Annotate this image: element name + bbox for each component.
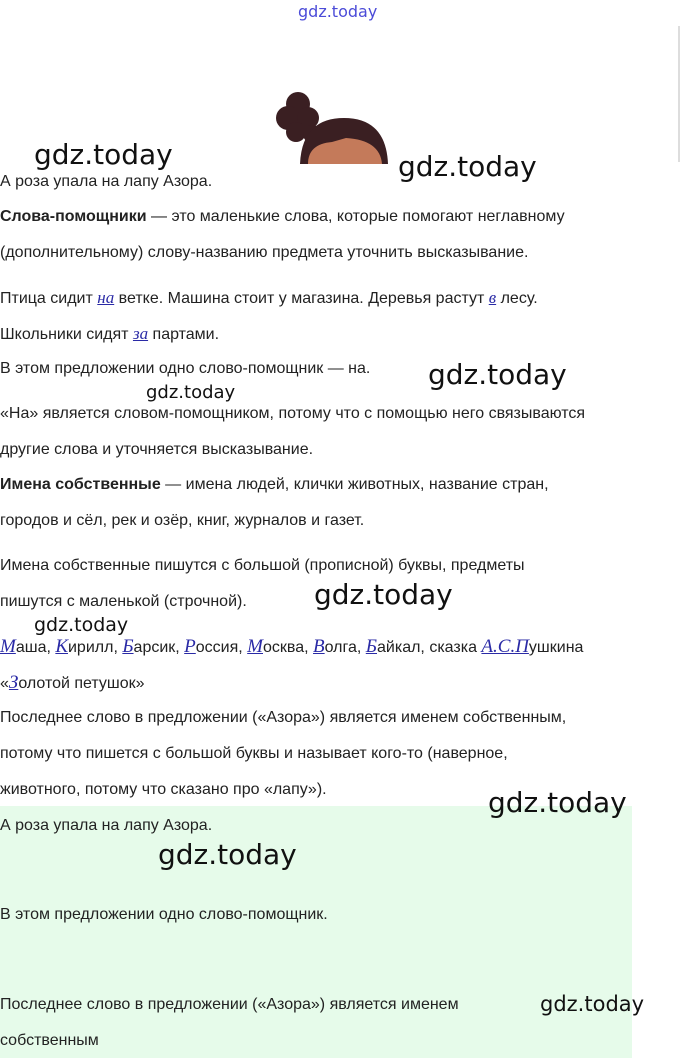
proper-definition-text: — имена людей, клички животных, название стран,: [160, 476, 549, 493]
tale-capital: З: [8, 672, 19, 693]
watermark: gdz.today: [158, 838, 297, 871]
name-rest: аша: [15, 639, 47, 656]
example-text: лесу.: [496, 290, 538, 307]
answer-line-3: Последнее слово в предложении («Азора») является именем: [0, 996, 459, 1013]
watermark: gdz.today: [540, 992, 645, 1016]
name-capital: Б: [122, 636, 134, 657]
helpers-example-1: [0, 280, 538, 317]
na-explanation-line-1: «На» является словом-помощником, потому что с помощью него связываются: [0, 405, 586, 422]
author-initials: А.С.П: [481, 636, 529, 657]
tale-rest: олотой петушок»: [18, 675, 145, 692]
proper-names-examples: Маша, Кирилл, Барсик, Россия, Москва, Волга, Байкал, сказка А.С.Пушкина: [0, 636, 584, 657]
author-rest: ушкина: [528, 639, 584, 656]
name-rest: арсик: [133, 639, 176, 656]
name-capital: Б: [365, 636, 377, 657]
helper-word: в: [488, 288, 497, 307]
na-explanation-line-2: другие слова и уточняется высказывание.: [0, 441, 314, 458]
answer-line-1: А роза упала на лапу Азора.: [0, 817, 213, 834]
name-capital: М: [247, 636, 263, 657]
quote-open: «: [0, 675, 9, 692]
helper-word: на: [97, 288, 115, 307]
example-text: Школьники сидят: [0, 326, 133, 343]
helpers-example-2: [0, 316, 219, 353]
example-text: партами.: [148, 326, 220, 343]
capital-rule-line-1: Имена собственные пишутся с большой (прописной) буквы, предметы: [0, 557, 525, 574]
helpers-definition-line-2: (дополнительному) слову-названию предмета уточнить высказывание.: [0, 244, 529, 261]
watermark: gdz.today: [34, 614, 129, 636]
helper-word: за: [132, 324, 149, 343]
helpers-term: Слова-помощники: [0, 208, 147, 225]
name-capital: К: [55, 636, 68, 657]
name-rest: оссия: [195, 639, 239, 656]
helpers-definition-line-1: [0, 199, 565, 235]
proper-names-term: Имена собственные: [0, 476, 161, 493]
watermark-top: gdz.today: [298, 2, 378, 21]
proper-names-definition-line-1: [0, 467, 549, 503]
name-rest: ирилл: [67, 639, 114, 656]
example-sentence: А роза упала на лапу Азора.: [0, 173, 213, 190]
name-capital: М: [0, 636, 16, 657]
example-text: Птица сидит: [0, 290, 98, 307]
name-rest: осква: [263, 639, 305, 656]
one-helper-statement: В этом предложении одно слово-помощник — на.: [0, 360, 371, 377]
name-rest: айкал: [377, 639, 421, 656]
watermark: gdz.today: [34, 138, 173, 171]
girl-avatar-illustration: [272, 88, 398, 166]
helpers-definition-text: — это маленькие слова, которые помогают неглавному: [146, 208, 565, 225]
proper-names-definition-line-2: городов и сёл, рек и озёр, книг, журналов и газет.: [0, 512, 365, 529]
answer-line-4: собственным: [0, 1032, 99, 1049]
name-capital: В: [313, 636, 325, 657]
name-rest: олга: [324, 639, 357, 656]
answer-line-2: В этом предложении одно слово-помощник.: [0, 906, 328, 923]
name-capital: Р: [184, 636, 196, 657]
example-text: ветке. Машина стоит у магазина. Деревья растут: [114, 290, 489, 307]
watermark: gdz.today: [398, 150, 537, 183]
watermark: gdz.today: [314, 578, 453, 611]
last-word-line-1: Последнее слово в предложении («Азора») является именем собственным,: [0, 709, 567, 726]
tale-title: [0, 665, 145, 702]
watermark: gdz.today: [488, 786, 627, 819]
capital-rule-line-2: пишутся с маленькой (строчной).: [0, 593, 247, 610]
tale-prefix: сказка: [429, 639, 482, 656]
watermark: gdz.today: [428, 358, 567, 391]
last-word-line-3: животного, потому что сказано про «лапу»).: [0, 781, 327, 798]
last-word-line-2: потому что пишется с большой буквы и называет кого-то (наверное,: [0, 745, 508, 762]
watermark: gdz.today: [146, 382, 236, 403]
